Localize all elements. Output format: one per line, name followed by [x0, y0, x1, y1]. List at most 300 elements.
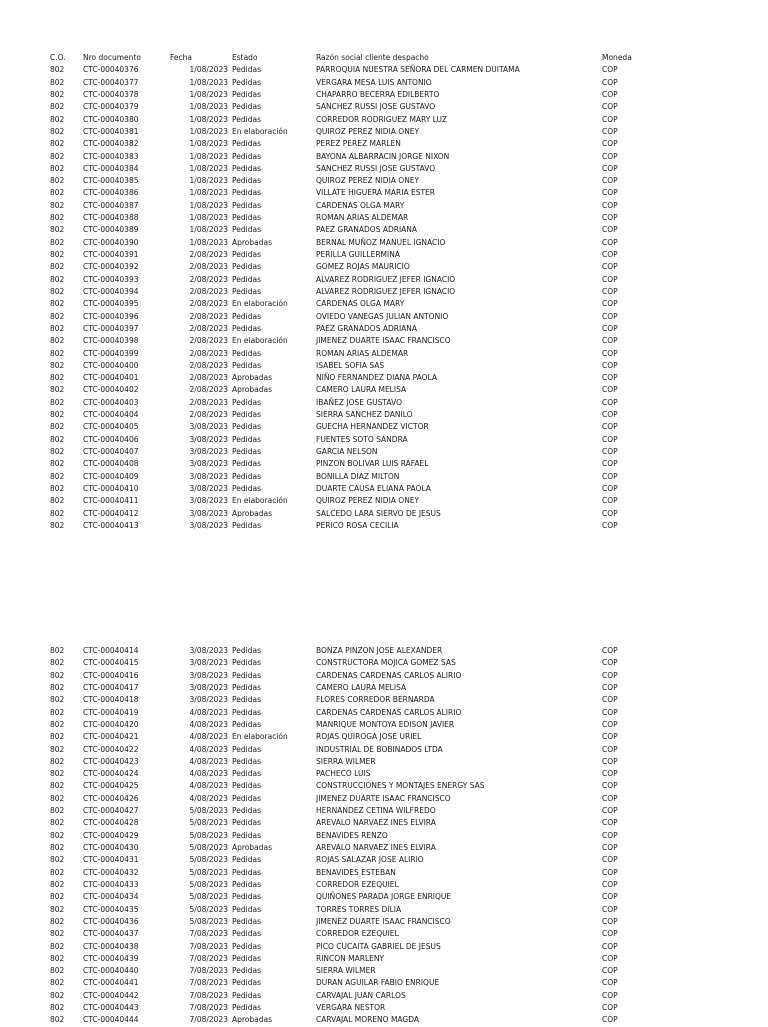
cell-fecha: 5/08/2023	[189, 843, 228, 852]
cell-moneda: COP	[602, 892, 618, 902]
cell-fecha: 5/08/2023	[189, 916, 228, 926]
cell-razon: BAYONA ALBARRACIN JORGE NIXON	[316, 151, 450, 161]
table-row	[0, 805, 768, 817]
cell-razon: NIÑO FERNANDEZ DIANA PAOLA	[316, 373, 438, 383]
cell-co: 802	[50, 646, 65, 655]
table-row	[0, 286, 768, 298]
cell-moneda: COP	[602, 213, 618, 223]
cell-moneda: COP	[602, 756, 618, 766]
cell-fecha: 2/08/2023	[189, 410, 228, 420]
cell-doc: CTC-00040399	[83, 348, 139, 358]
cell-fecha: 1/08/2023	[189, 188, 228, 198]
cell-estado: Pedidas	[232, 274, 261, 284]
cell-fecha: 7/08/2023	[189, 1015, 228, 1025]
cell-moneda: COP	[602, 237, 618, 247]
cell-razon: GARCIA NELSON	[316, 447, 378, 456]
cell-moneda: COP	[602, 508, 618, 518]
cell-doc: CTC-00040404	[83, 410, 139, 420]
cell-moneda: COP	[602, 707, 618, 717]
cell-co: 802	[50, 102, 65, 112]
cell-razon: PINZON BOLIVAR LUIS RAFAEL	[316, 459, 429, 469]
cell-estado: Pedidas	[232, 719, 261, 729]
table-row	[0, 842, 768, 854]
cell-moneda: COP	[602, 781, 618, 791]
cell-fecha: 2/08/2023	[189, 385, 228, 395]
cell-doc: CTC-00040396	[83, 311, 139, 321]
cell-razon: SIERRA WILMER	[316, 756, 376, 766]
cell-co: 802	[50, 225, 65, 235]
cell-co: 802	[50, 89, 65, 99]
cell-co: 802	[50, 311, 65, 321]
cell-fecha: 1/08/2023	[189, 89, 228, 99]
cell-fecha: 7/08/2023	[189, 929, 228, 939]
cell-estado: Aprobadas	[232, 385, 273, 395]
cell-razon: ROJAS QUIROGA JOSE URIEL	[316, 732, 422, 742]
cell-fecha: 1/08/2023	[189, 225, 228, 235]
cell-moneda: COP	[602, 422, 618, 432]
cell-co: 802	[50, 200, 65, 210]
cell-doc: CTC-00040411	[83, 496, 139, 506]
cell-doc: CTC-00040383	[83, 151, 139, 161]
table-row	[0, 64, 768, 76]
cell-co: 802	[50, 719, 65, 729]
cell-co: 802	[50, 941, 65, 951]
cell-razon: OVIEDO VANEGAS JULIAN ANTONIO	[316, 311, 449, 321]
table-row	[0, 756, 768, 768]
cell-doc: CTC-00040439	[83, 953, 139, 963]
cell-estado: Aprobadas	[232, 1015, 273, 1025]
cell-moneda: COP	[602, 769, 618, 779]
cell-estado: Pedidas	[232, 225, 261, 235]
cell-doc: CTC-00040395	[83, 299, 139, 309]
cell-estado: Pedidas	[232, 471, 261, 481]
cell-doc: CTC-00040436	[83, 916, 139, 926]
cell-razon: CONSTRUCCIONES Y MONTAJES ENERGY SAS	[316, 781, 485, 791]
cell-co: 802	[50, 916, 65, 926]
header-co: C.O.	[50, 53, 66, 62]
cell-estado: Pedidas	[232, 1003, 261, 1013]
cell-moneda: COP	[602, 879, 618, 889]
cell-moneda: COP	[602, 695, 618, 705]
cell-razon: ALVAREZ RODRIGUEZ JEFER IGNACIO	[316, 286, 456, 296]
cell-doc: CTC-00040422	[83, 744, 139, 754]
cell-razon: PACHECO LUIS	[316, 769, 371, 779]
table-row	[0, 483, 768, 495]
table-row	[0, 495, 768, 507]
cell-moneda: COP	[602, 843, 618, 852]
cell-razon: FLORES CORREDOR BERNARDA	[316, 695, 435, 705]
cell-co: 802	[50, 250, 65, 259]
header-razon: Razón social cliente despacho	[316, 53, 429, 62]
cell-fecha: 2/08/2023	[189, 397, 228, 407]
table-row	[0, 694, 768, 706]
cell-doc: CTC-00040393	[83, 274, 139, 284]
cell-estado: En elaboración	[232, 126, 288, 136]
table-row	[0, 817, 768, 829]
cell-moneda: COP	[602, 102, 618, 112]
cell-razon: PERICO ROSA CECILIA	[316, 520, 399, 530]
cell-estado: Pedidas	[232, 929, 261, 939]
cell-co: 802	[50, 904, 65, 914]
cell-fecha: 5/08/2023	[189, 830, 228, 840]
cell-fecha: 3/08/2023	[189, 459, 228, 469]
table-row	[0, 657, 768, 669]
table-row	[0, 508, 768, 520]
header-doc: Nro documento	[83, 53, 141, 62]
cell-razon: JIMENEZ DUARTE ISAAC FRANCISCO	[316, 336, 451, 346]
cell-fecha: 4/08/2023	[189, 756, 228, 766]
cell-doc: CTC-00040435	[83, 904, 139, 914]
cell-moneda: COP	[602, 286, 618, 296]
table-row	[0, 867, 768, 879]
cell-doc: CTC-00040431	[83, 855, 139, 865]
cell-estado: Pedidas	[232, 830, 261, 840]
cell-razon: SANCHEZ RUSSI JOSE GUSTAVO	[316, 163, 436, 173]
cell-moneda: COP	[602, 793, 618, 803]
cell-doc: CTC-00040389	[83, 225, 139, 235]
table-row	[0, 372, 768, 384]
cell-co: 802	[50, 471, 65, 481]
cell-moneda: COP	[602, 188, 618, 198]
cell-moneda: COP	[602, 682, 618, 692]
cell-fecha: 3/08/2023	[189, 520, 228, 530]
cell-estado: Pedidas	[232, 323, 261, 333]
cell-moneda: COP	[602, 670, 618, 680]
cell-estado: Pedidas	[232, 360, 261, 370]
cell-fecha: 1/08/2023	[189, 114, 228, 124]
cell-razon: AREVALO NARVAEZ INES ELVIRA	[316, 818, 436, 828]
cell-fecha: 1/08/2023	[189, 139, 228, 149]
table-row	[0, 237, 768, 249]
cell-moneda: COP	[602, 299, 618, 309]
cell-razon: PICO CUCAITA GABRIEL DE JESUS	[316, 941, 441, 951]
table-row	[0, 990, 768, 1002]
cell-estado: Pedidas	[232, 855, 261, 865]
cell-moneda: COP	[602, 744, 618, 754]
cell-razon: CARDENAS OLGA MARY	[316, 200, 405, 210]
cell-doc: CTC-00040416	[83, 670, 139, 680]
table-row	[0, 830, 768, 842]
table-row	[0, 274, 768, 286]
cell-co: 802	[50, 707, 65, 717]
cell-moneda: COP	[602, 1015, 618, 1025]
cell-doc: CTC-00040405	[83, 422, 139, 432]
cell-co: 802	[50, 732, 65, 742]
cell-razon: IBAÑEZ JOSE GUSTAVO	[316, 397, 402, 407]
cell-co: 802	[50, 176, 65, 186]
cell-estado: Aprobadas	[232, 373, 273, 383]
cell-doc: CTC-00040386	[83, 188, 139, 198]
cell-estado: Pedidas	[232, 102, 261, 112]
cell-co: 802	[50, 818, 65, 828]
cell-moneda: COP	[602, 471, 618, 481]
cell-co: 802	[50, 990, 65, 1000]
cell-razon: DUARTE CAUSA ELIANA PAOLA	[316, 483, 431, 493]
table-row	[0, 780, 768, 792]
cell-doc: CTC-00040420	[83, 719, 139, 729]
cell-moneda: COP	[602, 459, 618, 469]
cell-co: 802	[50, 139, 65, 149]
cell-estado: Pedidas	[232, 806, 261, 816]
cell-razon: ROMAN ARIAS ALDEMAR	[316, 348, 409, 358]
cell-razon: ROMAN ARIAS ALDEMAR	[316, 213, 409, 223]
cell-estado: Pedidas	[232, 139, 261, 149]
table-row	[0, 200, 768, 212]
cell-estado: Pedidas	[232, 818, 261, 828]
cell-co: 802	[50, 670, 65, 680]
cell-doc: CTC-00040398	[83, 336, 139, 346]
header-fecha: Fecha	[170, 53, 192, 62]
cell-fecha: 4/08/2023	[189, 732, 228, 742]
cell-razon: DURAN AGUILAR FABIO ENRIQUE	[316, 978, 440, 988]
cell-estado: Pedidas	[232, 348, 261, 358]
cell-fecha: 5/08/2023	[189, 855, 228, 865]
cell-estado: Pedidas	[232, 250, 261, 259]
cell-estado: Pedidas	[232, 658, 261, 668]
cell-fecha: 3/08/2023	[189, 658, 228, 668]
cell-moneda: COP	[602, 646, 618, 655]
cell-estado: Pedidas	[232, 769, 261, 779]
cell-fecha: 2/08/2023	[189, 348, 228, 358]
cell-moneda: COP	[602, 274, 618, 284]
cell-razon: CORREDOR EZEQUIEL	[316, 929, 399, 939]
cell-fecha: 7/08/2023	[189, 978, 228, 988]
table-row	[0, 458, 768, 470]
cell-moneda: COP	[602, 65, 618, 75]
cell-doc: CTC-00040432	[83, 867, 139, 877]
cell-doc: CTC-00040376	[83, 65, 139, 75]
table-row	[0, 879, 768, 891]
cell-co: 802	[50, 77, 65, 87]
cell-co: 802	[50, 188, 65, 198]
table-row	[0, 744, 768, 756]
cell-co: 802	[50, 213, 65, 223]
cell-estado: Pedidas	[232, 966, 261, 976]
cell-fecha: 3/08/2023	[189, 471, 228, 481]
cell-co: 802	[50, 286, 65, 296]
cell-co: 802	[50, 422, 65, 432]
cell-estado: Pedidas	[232, 286, 261, 296]
cell-estado: Pedidas	[232, 953, 261, 963]
cell-co: 802	[50, 151, 65, 161]
cell-razon: CARDENAS CARDENAS CARLOS ALIRIO	[316, 670, 462, 680]
cell-doc: CTC-00040417	[83, 682, 139, 692]
cell-razon: VILLATE HIGUERA MARIA ESTER	[316, 188, 436, 198]
table-row	[0, 212, 768, 224]
cell-co: 802	[50, 274, 65, 284]
cell-moneda: COP	[602, 360, 618, 370]
cell-doc: CTC-00040407	[83, 447, 139, 456]
cell-co: 802	[50, 447, 65, 456]
cell-razon: CAMERO LAURA MELISA	[316, 385, 407, 395]
cell-fecha: 5/08/2023	[189, 867, 228, 877]
cell-co: 802	[50, 929, 65, 939]
cell-doc: CTC-00040402	[83, 385, 139, 395]
cell-fecha: 5/08/2023	[189, 879, 228, 889]
cell-estado: Pedidas	[232, 682, 261, 692]
cell-estado: Pedidas	[232, 65, 261, 75]
cell-doc: CTC-00040403	[83, 397, 139, 407]
table-row	[0, 126, 768, 138]
cell-estado: Aprobadas	[232, 237, 273, 247]
cell-estado: Pedidas	[232, 793, 261, 803]
cell-fecha: 3/08/2023	[189, 695, 228, 705]
cell-doc: CTC-00040377	[83, 77, 139, 87]
cell-moneda: COP	[602, 410, 618, 420]
cell-moneda: COP	[602, 496, 618, 506]
cell-razon: BONILLA DIAZ MILTON	[316, 471, 400, 481]
cell-moneda: COP	[602, 89, 618, 99]
table-row	[0, 719, 768, 731]
cell-co: 802	[50, 855, 65, 865]
cell-razon: VERGARA MESA LUIS ANTONIO	[316, 77, 432, 87]
cell-co: 802	[50, 1003, 65, 1013]
cell-razon: CORREDOR EZEQUIEL	[316, 879, 399, 889]
cell-razon: CARVAJAL JUAN CARLOS	[316, 990, 406, 1000]
cell-razon: BENAVIDES RENZO	[316, 830, 388, 840]
cell-moneda: COP	[602, 348, 618, 358]
cell-co: 802	[50, 348, 65, 358]
cell-co: 802	[50, 978, 65, 988]
header-estado: Estado	[232, 53, 258, 62]
table-header	[0, 52, 768, 64]
cell-fecha: 1/08/2023	[189, 126, 228, 136]
cell-co: 802	[50, 410, 65, 420]
cell-fecha: 7/08/2023	[189, 941, 228, 951]
cell-co: 802	[50, 756, 65, 766]
table-row	[0, 446, 768, 458]
cell-razon: CAMERO LAURA MELISA	[316, 682, 407, 692]
cell-co: 802	[50, 65, 65, 75]
cell-doc: CTC-00040400	[83, 360, 139, 370]
cell-moneda: COP	[602, 719, 618, 729]
header-moneda: Moneda	[602, 53, 632, 62]
table-row	[0, 965, 768, 977]
cell-moneda: COP	[602, 336, 618, 346]
cell-moneda: COP	[602, 262, 618, 272]
table-row	[0, 421, 768, 433]
cell-doc: CTC-00040381	[83, 126, 139, 136]
cell-fecha: 7/08/2023	[189, 966, 228, 976]
cell-razon: FUENTES SOTO SANDRA	[316, 434, 408, 444]
table-row	[0, 384, 768, 396]
cell-fecha: 4/08/2023	[189, 781, 228, 791]
cell-co: 802	[50, 336, 65, 346]
cell-fecha: 5/08/2023	[189, 892, 228, 902]
table-row	[0, 311, 768, 323]
cell-fecha: 1/08/2023	[189, 163, 228, 173]
cell-estado: Aprobadas	[232, 508, 273, 518]
cell-co: 802	[50, 793, 65, 803]
cell-razon: AREVALO NARVAEZ INES ELVIRA	[316, 843, 436, 852]
table-row	[0, 89, 768, 101]
cell-estado: Pedidas	[232, 447, 261, 456]
cell-estado: Pedidas	[232, 459, 261, 469]
cell-razon: QUIROZ PEREZ NIDIA ONEY	[316, 496, 420, 506]
table-row	[0, 645, 768, 657]
cell-doc: CTC-00040427	[83, 806, 139, 816]
table-row	[0, 187, 768, 199]
cell-moneda: COP	[602, 385, 618, 395]
cell-co: 802	[50, 744, 65, 754]
cell-razon: ALVAREZ RODRIGUEZ JEFER IGNACIO	[316, 274, 456, 284]
cell-co: 802	[50, 434, 65, 444]
cell-doc: CTC-00040414	[83, 646, 139, 655]
cell-razon: JIMENEZ DUARTE ISAAC FRANCISCO	[316, 793, 451, 803]
cell-razon: MANRIQUE MONTOYA EDISON JAVIER	[316, 719, 455, 729]
cell-fecha: 3/08/2023	[189, 682, 228, 692]
cell-estado: En elaboración	[232, 336, 288, 346]
cell-doc: CTC-00040401	[83, 373, 139, 383]
cell-doc: CTC-00040424	[83, 769, 139, 779]
cell-fecha: 4/08/2023	[189, 744, 228, 754]
cell-razon: CARDENAS CARDENAS CARLOS ALIRIO	[316, 707, 462, 717]
cell-moneda: COP	[602, 163, 618, 173]
cell-moneda: COP	[602, 225, 618, 235]
cell-razon: JIMENEZ DUARTE ISAAC FRANCISCO	[316, 916, 451, 926]
cell-fecha: 1/08/2023	[189, 102, 228, 112]
table-row	[0, 224, 768, 236]
cell-doc: CTC-00040382	[83, 139, 139, 149]
cell-fecha: 7/08/2023	[189, 1003, 228, 1013]
cell-razon: CORREDOR RODRIGUEZ MARY LUZ	[316, 114, 448, 124]
table-row	[0, 904, 768, 916]
cell-razon: PARROQUIA NUESTRA SEÑORA DEL CARMEN DUITAMA	[316, 65, 520, 75]
cell-doc: CTC-00040406	[83, 434, 139, 444]
cell-doc: CTC-00040437	[83, 929, 139, 939]
cell-doc: CTC-00040429	[83, 830, 139, 840]
cell-doc: CTC-00040385	[83, 176, 139, 186]
table-row	[0, 77, 768, 89]
table-row	[0, 335, 768, 347]
table-row	[0, 731, 768, 743]
table-row	[0, 977, 768, 989]
cell-co: 802	[50, 373, 65, 383]
cell-estado: Pedidas	[232, 892, 261, 902]
cell-estado: Pedidas	[232, 990, 261, 1000]
cell-fecha: 5/08/2023	[189, 818, 228, 828]
cell-fecha: 2/08/2023	[189, 360, 228, 370]
table-row	[0, 891, 768, 903]
cell-estado: Pedidas	[232, 410, 261, 420]
cell-doc: CTC-00040415	[83, 658, 139, 668]
table-row	[0, 953, 768, 965]
cell-moneda: COP	[602, 520, 618, 530]
table-section-2	[0, 645, 768, 1027]
table-row	[0, 348, 768, 360]
cell-fecha: 1/08/2023	[189, 237, 228, 247]
cell-co: 802	[50, 163, 65, 173]
cell-moneda: COP	[602, 990, 618, 1000]
table-row	[0, 520, 768, 532]
cell-razon: QUIÑONES PARADA JORGE ENRIQUE	[316, 892, 452, 902]
cell-fecha: 2/08/2023	[189, 250, 228, 259]
cell-moneda: COP	[602, 867, 618, 877]
cell-moneda: COP	[602, 855, 618, 865]
cell-co: 802	[50, 397, 65, 407]
cell-doc: CTC-00040419	[83, 707, 139, 717]
cell-moneda: COP	[602, 151, 618, 161]
cell-estado: Pedidas	[232, 916, 261, 926]
cell-razon: QUIROZ PEREZ NIDIA ONEY	[316, 176, 420, 186]
cell-doc: CTC-00040387	[83, 200, 139, 210]
cell-estado: En elaboración	[232, 299, 288, 309]
cell-co: 802	[50, 806, 65, 816]
cell-doc: CTC-00040394	[83, 286, 139, 296]
cell-moneda: COP	[602, 311, 618, 321]
cell-doc: CTC-00040428	[83, 818, 139, 828]
cell-doc: CTC-00040418	[83, 695, 139, 705]
